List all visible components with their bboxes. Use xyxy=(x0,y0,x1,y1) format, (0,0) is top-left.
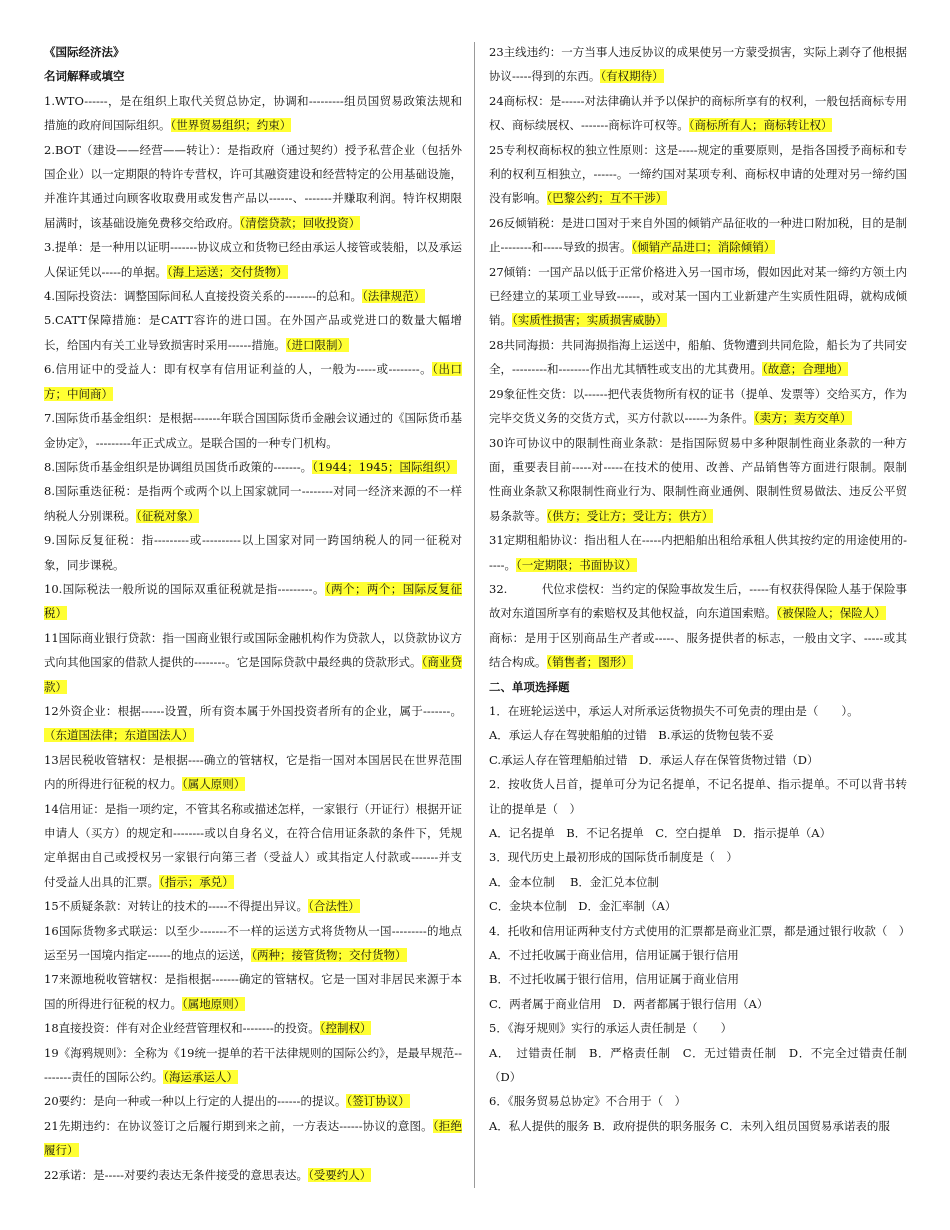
entry-text: 31定期租船协议：指出租人在-----内把船舶出租给承租人供其按约定的用途使用的-----。 xyxy=(489,533,907,572)
entry xyxy=(489,333,907,382)
highlighted-answer: （实质性损害；实质损害威胁） xyxy=(512,313,668,328)
entry-text: 5.CATT保障措施：是CATT容许的进口国。在外国产品或党进口的数量大幅增长，给国内有关工业导致损害时采用------措施。 xyxy=(44,313,462,352)
entry xyxy=(489,382,907,431)
entry xyxy=(489,1041,907,1090)
entry-text: 15不质疑条款：对转让的技术的-----不得提出异议。 xyxy=(44,899,309,914)
entry-text: 14信用证：是指一项约定，不管其名称或描述怎样，一家银行（开证行）根据开证申请人（买方）的规定和--------或以自身名义，在符合信用证条款的条件下，凭规定单据由自己或授权另一家银行向第三者（受益人）或其指定人付款或-------并支付受益人出具的汇票。 xyxy=(44,801,462,889)
entry xyxy=(489,821,907,845)
entry-text: 12外资企业：根据------设置，所有资本属于外国投资者所有的企业，属于-------。 xyxy=(44,703,462,718)
entry-text: 30许可协议中的限制性商业条款：是指国际贸易中多种限制性商业条款的一种方面，重要表目前-----对-----在技术的使用、改善、产品销售等方面进行限制。限制性商业条款又称限制性商业行为、限制性商业通例、限制性贸易做法、违反公平贸易条款等。 xyxy=(489,435,907,523)
highlighted-answer: （东道国法律；东道国法人） xyxy=(44,728,194,743)
entry-text: 10.国际税法一般所说的国际双重征税就是指---------。 xyxy=(44,581,325,596)
entry xyxy=(44,89,462,138)
entry-text: 6．《服务贸易总协定》不合用于（ ） xyxy=(489,1094,687,1109)
entry xyxy=(489,528,907,577)
entry-text: 8.国际货币基金组织是协调组员国货币政策的-------。 xyxy=(44,459,313,474)
entry xyxy=(44,479,462,528)
entry-text: 3．现代历史上最初形成的国际货币制度是（ ） xyxy=(489,850,738,865)
entry-text: 19《海鸦规则》：全称为《19统一提单的若干法律规则的国际公约》，是最早规范---------责任的国际公约。 xyxy=(44,1045,462,1085)
entry-text: 27倾销：一国产品以低于正常价格进入另一国市场，假如因此对某一缔约方领土内已经建立的某项工业导致------，或对某一国内工业新建产生实质性阻碍，就构成倾销。 xyxy=(489,264,907,328)
highlighted-answer: （故意；合理地） xyxy=(762,362,849,377)
entry-text: 32. 代位求偿权：当约定的保险事故发生后，-----有权获得保险人基于保险事故对东道国所享有的索赔权及其他权益，向东道国索赔。 xyxy=(489,581,907,621)
highlighted-answer: （征税对象） xyxy=(136,508,200,523)
entry-text: 3.提单：是一种用以证明-------协议成立和货物已经由承运人接管或装船，以及承运人保证凭以-----的单据。 xyxy=(44,240,462,279)
highlighted-answer: （出口方；中间商） xyxy=(44,362,463,401)
highlighted-answer: （受要约人） xyxy=(308,1167,372,1182)
entry xyxy=(489,992,907,1016)
heading-text: 名词解释或填空 xyxy=(44,69,125,84)
highlighted-answer: （海运承运人） xyxy=(163,1070,238,1085)
entry xyxy=(489,626,907,675)
entry xyxy=(44,138,462,236)
highlighted-answer: （销售者；图形） xyxy=(546,655,633,670)
highlighted-answer: （法律规范） xyxy=(362,289,426,304)
entry-text: 11国际商业银行贷款：指一国商业银行或国际金融机构作为贷款人，以贷款协议方式向其他国家的借款人提供的--------。它是国际贷款中最经典的贷款形式。 xyxy=(44,630,462,670)
entry xyxy=(489,943,907,967)
entry xyxy=(44,1089,462,1113)
entry-text: 29象征性交货：以------把代表货物所有权的证书（提单、发票等）交给买方，作为完毕交货义务的交货方式，买方付款以------为条件。 xyxy=(489,386,907,426)
entry xyxy=(489,748,907,772)
highlighted-answer: （属人原则） xyxy=(182,777,246,792)
column-divider xyxy=(474,42,475,1188)
entry-text: 1．在班轮运送中，承运人对所承运货物损失不可免责的理由是（ ）。 xyxy=(489,703,859,718)
highlighted-answer: （商标所有人；商标转让权） xyxy=(688,118,833,133)
highlighted-answer: （控制权） xyxy=(319,1021,372,1036)
entry-text: 16国际货物多式联运：以至少-------不一样的运送方式将货物从一国---------的地点运至另一国境内指定------的地点的运送， xyxy=(44,923,462,963)
entry xyxy=(489,40,907,89)
highlighted-answer: （被保险人；保险人） xyxy=(776,606,886,621)
section-heading xyxy=(44,64,462,88)
highlighted-answer: （世界贸易组织；约束） xyxy=(170,118,292,133)
entry xyxy=(44,406,462,455)
entry xyxy=(44,1163,462,1187)
highlighted-answer: （指示；承兑） xyxy=(159,874,234,889)
entry xyxy=(44,967,462,1016)
left-column xyxy=(44,40,462,1187)
entry xyxy=(44,1016,462,1040)
entry xyxy=(44,577,462,626)
entry-text: 4．托收和信用证两种支付方式使用的汇票都是商业汇票，都是通过银行收款（ ） xyxy=(489,923,911,938)
entry xyxy=(44,748,462,797)
highlighted-answer: （拒绝履行） xyxy=(44,1118,462,1158)
entry-text: A． 过错责任制 B．严格责任制 C．无过错责任制 D．不完全过错责任制（D） xyxy=(489,1045,907,1085)
heading-text: 《国际经济法》 xyxy=(44,45,125,59)
entry xyxy=(44,626,462,699)
entry-text: A．记名提单 B．不记名提单 C．空白提单 D．指示提单（A） xyxy=(489,826,832,840)
entry xyxy=(44,235,462,284)
entry-text: C.承运人存在管理船舶过错 D．承运人存在保管货物过错（D） xyxy=(489,752,819,767)
entry xyxy=(489,967,907,991)
entry-text: B．不过托收属于银行信用，信用证属于商业信用 xyxy=(489,972,739,987)
entry-text: 24商标权：是------对法律确认并予以保护的商标所享有的权利，一般包括商标专用权、商标续展权、-------商标许可权等。 xyxy=(489,93,907,133)
highlighted-answer: （海上运送；交付货物） xyxy=(166,264,288,279)
entry xyxy=(44,699,462,748)
entry-text: 23主线违约：一方当事人违反协议的成果使另一方蒙受损害，实际上剥夺了他根据协议-----得到的东西。 xyxy=(489,45,907,84)
entry xyxy=(489,845,907,869)
highlighted-answer: （清偿贷款；回收投资） xyxy=(239,215,361,230)
entry-text: 2．按收货人吕首，提单可分为记名提单，不记名提单、指示提单。不可以背书转让的提单是（ ） xyxy=(489,777,907,816)
entry-text: 21先期违约：在协议签订之后履行期到来之前，一方表达------协议的意图。 xyxy=(44,1118,433,1133)
entry xyxy=(44,284,462,308)
entry-text: 17来源地税收管辖权：是指根据-------确定的管辖权。它是一国对非居民来源于本国的所得进行征税的权力。 xyxy=(44,972,462,1011)
entry xyxy=(489,894,907,918)
entry xyxy=(44,308,462,357)
entry-text: 28共同海损：共同海损指海上运送中，船舶、货物遭到共同危险，船长为了共同安全，---------和--------作出尤其牺牲或支出的尤其费用。 xyxy=(489,337,907,377)
entry xyxy=(489,699,907,723)
highlighted-answer: （两种；接管货物；交付货物） xyxy=(251,948,407,963)
entry-text: 13居民税收管辖权：是根据----确立的管辖权，它是指一国对本国居民在世界范围内的所得进行征税的权力。 xyxy=(44,752,462,792)
highlighted-answer: （进口限制） xyxy=(285,337,350,352)
entry xyxy=(44,894,462,918)
entry-text: C．金块本位制 D．金汇率制（A） xyxy=(489,899,677,914)
highlighted-answer: （签订协议） xyxy=(346,1094,410,1109)
entry-text: 2.BOT（建设——经营——转让）：是指政府（通过契约）授予私营企业（包括外国企业）以一定期限的特许专营权，许可其融资建设和经营特定的公用基础设施，并准许其通过向顾客收取费用或发售产品以------、-------并赚取利润。特许权期限届满时，该基础设施免费移交给政府。 xyxy=(44,142,462,230)
entry xyxy=(44,357,462,406)
entry xyxy=(489,211,907,260)
entry-text: 18直接投资：伴有对企业经营管理权和--------的投资。 xyxy=(44,1021,320,1036)
entry xyxy=(44,919,462,968)
entry xyxy=(44,455,462,479)
highlighted-answer: （有权期待） xyxy=(600,69,664,84)
entry-text: 8.国际重迭征税：是指两个或两个以上国家就同一--------对同一经济来源的不一样纳税人分别课税。 xyxy=(44,484,462,523)
entry-text: C．两者属于商业信用 D．两者都属于银行信用（A） xyxy=(489,996,769,1011)
entry-text: 26反倾销税：是进口国对于来自外国的倾销产品征收的一种进口附加税，目的是制止--------和-----导致的损害。 xyxy=(489,215,907,255)
highlighted-answer: （卖方；卖方交单） xyxy=(753,411,852,426)
highlighted-answer: （巴黎公约；互不干涉） xyxy=(546,191,668,206)
highlighted-answer: （两个；两个；国际反复征税） xyxy=(44,581,462,621)
highlighted-answer: （属地原则） xyxy=(182,996,246,1011)
highlighted-answer: （商业贷款） xyxy=(44,655,462,694)
entry-text: A．金本位制 B．金汇兑本位制 xyxy=(489,874,659,889)
entry xyxy=(44,1114,462,1163)
entry xyxy=(489,1114,907,1138)
entry xyxy=(489,89,907,138)
entry xyxy=(44,528,462,577)
highlighted-answer: （一定期限；书面协议） xyxy=(516,557,637,572)
entry-text: 商标：是用于区别商品生产者或-----、服务提供者的标志，一般由文字、-----或其结合构成。 xyxy=(489,630,907,670)
entry xyxy=(489,1016,907,1040)
section-heading xyxy=(489,675,907,699)
heading-text: 二、单项选择题 xyxy=(489,679,570,694)
entry xyxy=(489,723,907,747)
entry xyxy=(489,1089,907,1113)
highlighted-answer: （倾销产品进口；消除倾销） xyxy=(631,240,776,255)
entry xyxy=(489,431,907,529)
highlighted-answer: （合法性） xyxy=(308,899,360,914)
entry xyxy=(489,772,907,821)
entry xyxy=(489,260,907,333)
entry-text: A．承运人存在驾驶船舶的过错 B.承运的货物包装不妥 xyxy=(489,728,774,743)
entry-text: A．私人提供的服务 B．政府提供的职务服务 C．未列入组员国贸易承诺表的服 xyxy=(489,1118,890,1133)
entry-text: 5．《海牙规则》实行的承运人责任制是（ ） xyxy=(489,1021,733,1036)
right-column xyxy=(489,40,911,1138)
entry xyxy=(489,919,911,943)
entry-text: 7.国际货币基金组织：是根据-------年联合国国际货币金融会议通过的《国际货币基金协定》，---------年正式成立。是联合国的一种专门机构。 xyxy=(44,411,462,450)
entry-text: 1.WTO------，是在组织上取代关贸总协定，协调和---------组员国贸易政策法规和措施的政府间国际组织。 xyxy=(44,93,462,133)
highlighted-answer: （1944；1945；国际组织） xyxy=(312,459,457,474)
entry-text: A．不过托收属于商业信用，信用证属于银行信用 xyxy=(489,948,739,963)
entry xyxy=(489,577,907,626)
entry-text: 9.国际反复征税：指---------或----------以上国家对同一跨国纳税人的同一征税对象，同步课税。 xyxy=(44,533,462,572)
entry xyxy=(44,1041,462,1090)
entry-text: 25专利权商标权的独立性原则：这是-----规定的重要原则，是指各国授予商标和专利的权利互相独立，------。一缔约国对某项专利、商标权申请的处理对另一缔约国没有影响。 xyxy=(489,142,907,206)
entry-text: 6.信用证中的受益人：即有权享有信用证利益的人，一般为-----或--------。 xyxy=(44,362,433,377)
entry-text: 4.国际投资法：调整国际间私人直接投资关系的--------的总和。 xyxy=(44,289,363,304)
entry xyxy=(489,138,907,211)
entry-text: 20要约：是向一种或一种以上行定的人提出的------的提议。 xyxy=(44,1094,347,1109)
entry-text: 22承诺：是-----对要约表达无条件接受的意思表达。 xyxy=(44,1167,309,1182)
entry xyxy=(44,797,462,895)
section-heading xyxy=(44,40,462,64)
highlighted-answer: （供方；受让方；受让方；供方） xyxy=(546,508,714,523)
entry xyxy=(489,870,907,894)
